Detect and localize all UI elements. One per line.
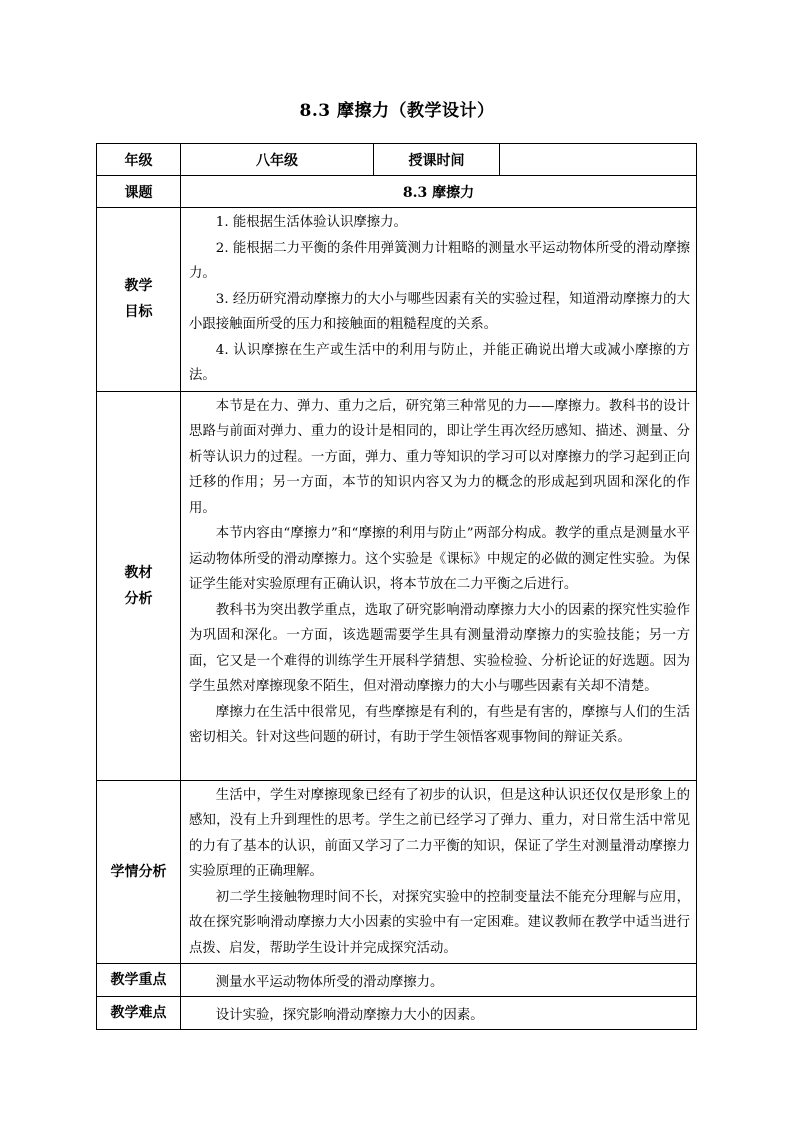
goal-item-1: 1. 能根据生活体验认识摩擦力。 bbox=[215, 215, 407, 230]
goals-label-line1: 教学 bbox=[124, 278, 153, 295]
subject-label: 课题 bbox=[97, 176, 181, 208]
difficulty-label: 教学难点 bbox=[97, 997, 181, 1030]
difficulty-value: 设计实验，探究影响滑动摩擦力大小的因素。 bbox=[215, 1007, 484, 1023]
goals-row bbox=[97, 208, 697, 392]
goals-label-line2: 目标 bbox=[124, 304, 153, 321]
goal-item-2: 2. 能根据二力平衡的条件用弹簧测力计粗略的测量水平运动物体所受的滑动摩擦力。 bbox=[189, 240, 690, 281]
material-label-line1: 教材 bbox=[124, 564, 153, 581]
grade-label: 年级 bbox=[97, 144, 181, 176]
key-point-cell bbox=[181, 964, 697, 997]
material-paragraph-1: 本节是在力、弹力、重力之后，研究第三种常见的力——摩擦力。教科书的设计思路与前面对弹力、重力的设计是相同的，即让学生再次经历感知、描述、测量、分析等认识力的过程。一方面，弹力、重力等知识的学习可以对摩擦力的学习起到正向迁移的作用；另一方面，本节的知识内容又为力的概念的形成起到巩固和深化的作用。 bbox=[189, 398, 690, 516]
material-paragraph-2: 本节内容由“摩擦力”和“摩擦的利用与防止”两部分构成。教学的重点是测量水平运动物体所受的滑动摩擦力。这个实验是《课标》中规定的必做的测定性实验。为保证学生能对实验原理有正确认识，将本节放在二力平衡之后进行。 bbox=[189, 526, 690, 592]
grade-row bbox=[97, 144, 697, 176]
difficulty-cell bbox=[181, 997, 697, 1030]
difficulty-row bbox=[97, 997, 697, 1030]
goals-content bbox=[181, 208, 697, 392]
material-paragraph-3: 教科书为突出教学重点，选取了研究影响滑动摩擦力大小的因素的探究性实验作为巩固和深化。一方面，该选题需要学生具有测量滑动摩擦力的实验技能；另一方面，它又是一个难得的训练学生开展科学猜想、实验检验、分析论证的好选题。因为学生虽然对摩擦现象不陌生，但对滑动摩擦力的大小与哪些因素有关却不清楚。 bbox=[189, 602, 690, 694]
material-paragraph-4: 摩擦力在生活中很常见，有些摩擦是有利的，有些是有害的，摩擦与人们的生活密切相关。针对这些问题的研讨，有助于学生领悟客观事物间的辩证关系。 bbox=[189, 704, 690, 745]
goal-item-3: 3. 经历研究滑动摩擦力的大小与哪些因素有关的实验过程，知道滑动摩擦力的大小跟接触面所受的压力和接触面的粗糙程度的关系。 bbox=[189, 291, 690, 332]
goal-item-4: 4. 认识摩擦在生产或生活中的利用与防止，并能正确说出增大或减小摩擦的方法。 bbox=[189, 342, 690, 383]
students-content bbox=[181, 780, 697, 964]
subject-value: 8.3 摩擦力 bbox=[181, 176, 697, 208]
class-time-value bbox=[500, 144, 697, 176]
material-label-line2: 分析 bbox=[124, 590, 153, 607]
grade-value: 八年级 bbox=[181, 144, 374, 176]
subject-row bbox=[97, 176, 697, 208]
material-label bbox=[97, 391, 181, 780]
students-row bbox=[97, 780, 697, 964]
lesson-plan-table bbox=[96, 143, 697, 1030]
document-title: 8.3 摩擦力（教学设计） bbox=[299, 101, 495, 121]
material-content bbox=[181, 391, 697, 780]
students-label: 学情分析 bbox=[97, 780, 181, 964]
students-paragraph-1: 生活中，学生对摩擦现象已经有了初步的认识，但是这种认识还仅仅是形象上的感知，没有上升到理性的思考。学生之前已经学习了弹力、重力，对日常生活中常见的力有了基本的认识，前面又学习了二力平衡的知识，保证了学生对测量滑动摩擦力实验原理的正确理解。 bbox=[189, 787, 690, 879]
key-point-value: 测量水平运动物体所受的滑动摩擦力。 bbox=[215, 974, 444, 990]
class-time-label: 授课时间 bbox=[374, 144, 500, 176]
goals-label bbox=[97, 208, 181, 392]
key-point-row bbox=[97, 964, 697, 997]
key-point-label: 教学重点 bbox=[97, 964, 181, 997]
material-row bbox=[97, 391, 697, 780]
students-paragraph-2: 初二学生接触物理时间不长，对探究实验中的控制变量法不能充分理解与应用，故在探究影响滑动摩擦力大小因素的实验中有一定困难。建议教师在教学中适当进行点拨、启发，帮助学生设计并完成探究活动。 bbox=[189, 889, 690, 956]
